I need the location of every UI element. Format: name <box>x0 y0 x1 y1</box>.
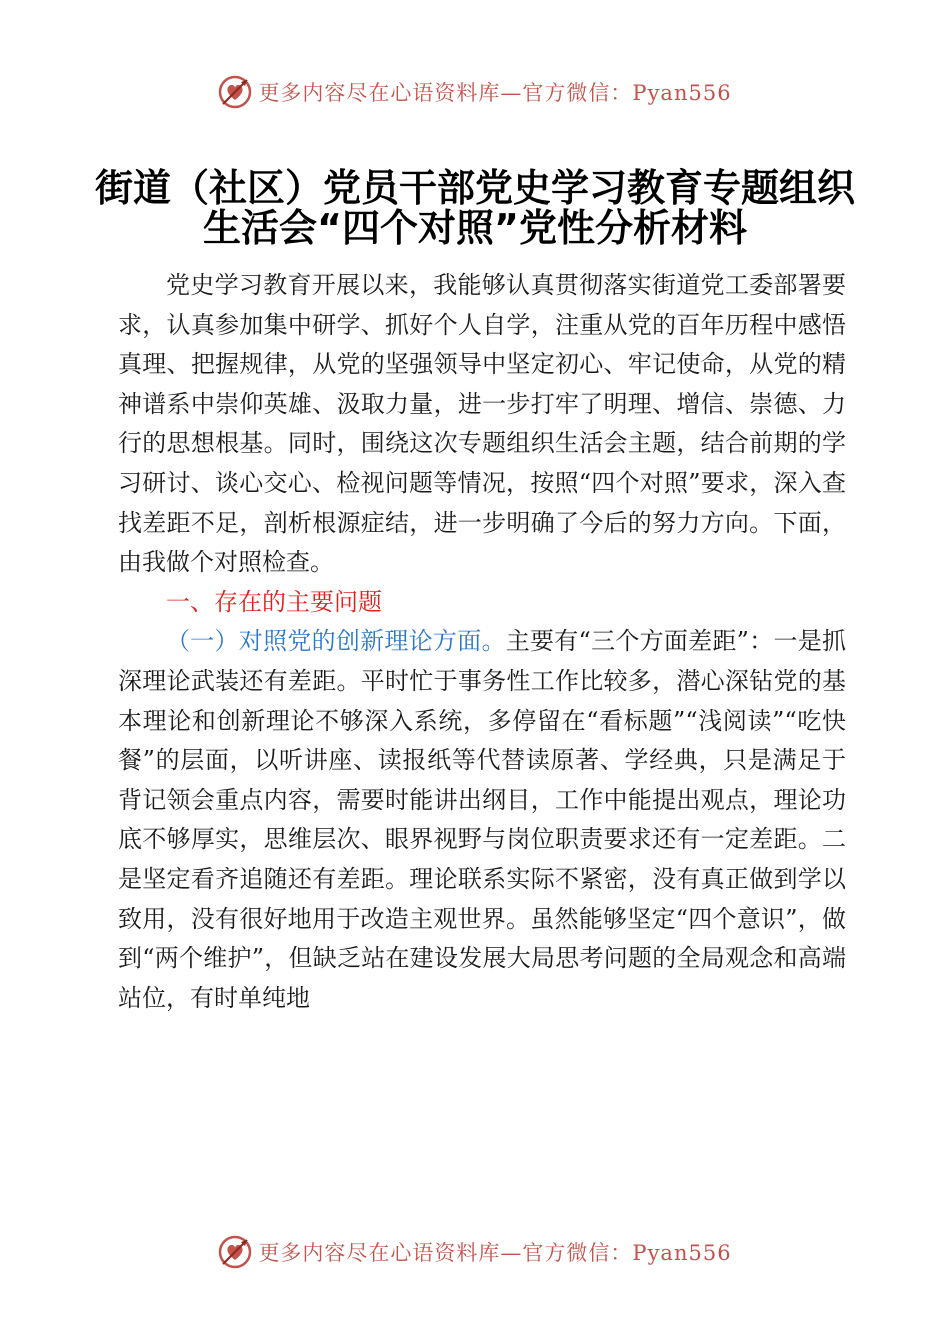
intro-paragraph: 党史学习教育开展以来，我能够认真贯彻落实街道党工委部署要求，认真参加集中研学、抓好个人自学，注重从党的百年历程中感悟真理、把握规律，从党的坚强领导中坚定初心、牢记使命，从党的精神谱系中崇仰英雄、汲取力量，进一步打牢了明理、增信、崇德、力行的思想根基。同时，围绕这次专题组织生活会主题，结合前期的学习研讨、谈心交心、检视问题等情况，按照“四个对照”要求，深入查找差距不足，剖析根源症结，进一步明确了今后的努力方向。下面，由我做个对照检查。 <box>118 271 846 577</box>
title-line-1: 街道（社区）党员干部党史学习教育专题组织 <box>94 166 855 210</box>
header-banner <box>0 72 950 112</box>
title-line-2: 生活会“四个对照”党性分析材料 <box>203 206 747 250</box>
banner-text: 更多内容尽在心语资料库—官方微信：Pyan556 <box>258 1241 732 1265</box>
paragraph-text: 主要有“三个方面差距”：一是抓深理论武装还有差距。平时忙于事务性工作比较多，潜心深钻党的基本理论和创新理论不够深入系统，多停留在“看标题”“浅阅读”“吃快餐”的层面，以听讲座、读报纸等代替读原著、学经典，只是满足于背记领会重点内容，需要时能讲出纲目，工作中能提出观点，理论功底不够厚实，思维层次、眼界视野与岗位职责要求还有一定差距。二是坚定看齐追随还有差距。理论联系实际不紧密，没有真正做到学以致用，没有很好地用于改造主观世界。虽然能够坚定“四个意识”，做到“两个维护”，但缺乏站在建设发展大局思考问题的全局观念和高端站位，有时单纯地 <box>118 627 846 1012</box>
section-heading: 一、存在的主要问题 <box>166 587 382 616</box>
document-body <box>118 266 846 1018</box>
page-title <box>0 168 950 248</box>
heart-arrow-logo-icon <box>218 1235 252 1269</box>
banner-text: 更多内容尽在心语资料库—官方微信：Pyan556 <box>258 81 732 105</box>
subsection-heading: （一）对照党的创新理论方面。 <box>166 627 506 656</box>
heart-arrow-logo-icon <box>218 75 252 109</box>
footer-banner <box>0 1232 950 1272</box>
body-paragraph <box>118 622 846 1018</box>
